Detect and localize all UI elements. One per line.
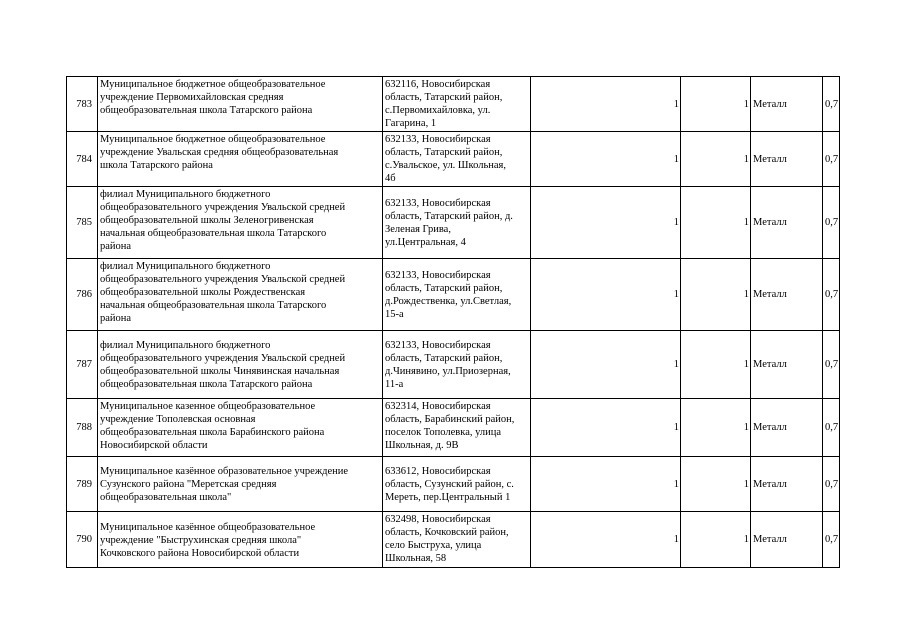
institution-address: [383, 77, 531, 132]
row-number: 783: [67, 77, 98, 132]
institution-address: [383, 187, 531, 259]
schools-table: [66, 76, 840, 568]
value: 0,7: [823, 187, 840, 259]
quantity-1: 1: [531, 132, 681, 187]
material: Металл: [751, 331, 823, 399]
row-number: 790: [67, 512, 98, 568]
table-row: [67, 457, 840, 512]
quantity-2: 1: [681, 512, 751, 568]
material: Металл: [751, 77, 823, 132]
quantity-1: 1: [531, 187, 681, 259]
material: Металл: [751, 259, 823, 331]
value: 0,7: [823, 457, 840, 512]
value: 0,7: [823, 512, 840, 568]
table-body: [67, 77, 840, 568]
quantity-2: 1: [681, 77, 751, 132]
institution-address-text: 632116, Новосибирская область, Татарский район, с.Первомихайловка, ул. Гагарина, 1: [385, 79, 503, 129]
institution-address-text: 632314, Новосибирская область, Барабинский район, поселок Тополевка, улица Школьная, д. 9В: [385, 401, 515, 451]
table-row: [67, 259, 840, 331]
institution-address-text: 632498, Новосибирская область, Кочковский район, село Быструха, улица Школьная, 58: [385, 514, 509, 564]
table-row: [67, 331, 840, 399]
value: 0,7: [823, 77, 840, 132]
institution-address: [383, 457, 531, 512]
institution-address: [383, 399, 531, 457]
institution-name: [98, 512, 383, 568]
row-number: 789: [67, 457, 98, 512]
institution-address-text: 632133, Новосибирская область, Татарский район, д. Зеленая Грива, ул.Центральная, 4: [385, 198, 513, 248]
quantity-2: 1: [681, 187, 751, 259]
institution-name: [98, 259, 383, 331]
material: Металл: [751, 512, 823, 568]
institution-name-text: филиал Муниципального бюджетного общеобразовательного учреждения Увальской средней общеобразовательной школы Рождественская начальная общеобразовательная школа Татарского района: [100, 261, 346, 324]
institution-address: [383, 132, 531, 187]
row-number: 784: [67, 132, 98, 187]
row-number: 787: [67, 331, 98, 399]
institution-name-text: Муниципальное казенное общеобразовательное учреждение Тополевская основная общеобразовательная школа Барабинского района Новосибирской области: [100, 401, 325, 451]
quantity-1: 1: [531, 399, 681, 457]
institution-name: [98, 399, 383, 457]
institution-address-text: 632133, Новосибирская область, Татарский район, д.Рождественка, ул.Светлая, 15-а: [385, 270, 512, 320]
institution-address-text: 632133, Новосибирская область, Татарский район, д.Чинявино, ул.Приозерная, 11-а: [385, 340, 511, 390]
quantity-1: 1: [531, 331, 681, 399]
value: 0,7: [823, 331, 840, 399]
quantity-2: 1: [681, 331, 751, 399]
quantity-2: 1: [681, 132, 751, 187]
institution-address: [383, 512, 531, 568]
material: Металл: [751, 457, 823, 512]
institution-name: [98, 457, 383, 512]
quantity-2: 1: [681, 399, 751, 457]
institution-name: [98, 132, 383, 187]
institution-name-text: филиал Муниципального бюджетного общеобразовательного учреждения Увальской средней общеобразовательной школы Зеленогривенская начальная общеобразовательная школа Татарского района: [100, 189, 346, 252]
institution-address: [383, 331, 531, 399]
institution-name-text: Муниципальное казённое образовательное учреждение Сузунского района "Меретская средняя общеобразовательная школа": [100, 466, 349, 503]
table-row: [67, 132, 840, 187]
quantity-2: 1: [681, 259, 751, 331]
quantity-1: 1: [531, 77, 681, 132]
institution-address: [383, 259, 531, 331]
quantity-2: 1: [681, 457, 751, 512]
material: Металл: [751, 399, 823, 457]
value: 0,7: [823, 399, 840, 457]
institution-address-text: 632133, Новосибирская область, Татарский район, с.Увальское, ул. Школьная, 4б: [385, 134, 506, 184]
institution-name-text: Муниципальное казённое общеобразовательное учреждение "Быструхинская средняя школа" Кочковского района Новосибирской области: [100, 521, 316, 559]
institution-name-text: Муниципальное бюджетное общеобразовательное учреждение Первомихайловская средняя общеобразовательная школа Татарского района: [100, 79, 326, 116]
institution-name: [98, 187, 383, 259]
row-number: 785: [67, 187, 98, 259]
institution-name: [98, 331, 383, 399]
institution-name-text: Муниципальное бюджетное общеобразовательное учреждение Увальская средняя общеобразовательная школа Татарского района: [100, 134, 339, 171]
row-number: 788: [67, 399, 98, 457]
table-row: [67, 77, 840, 132]
institution-name-text: филиал Муниципального бюджетного общеобразовательного учреждения Увальской средней общеобразовательной школы Чинявинская начальная общеобразовательная школа Татарского района: [100, 340, 346, 390]
material: Металл: [751, 187, 823, 259]
table-row: [67, 512, 840, 568]
material: Металл: [751, 132, 823, 187]
table-row: [67, 399, 840, 457]
quantity-1: 1: [531, 457, 681, 512]
institution-name: [98, 77, 383, 132]
quantity-1: 1: [531, 512, 681, 568]
table-row: [67, 187, 840, 259]
value: 0,7: [823, 132, 840, 187]
row-number: 786: [67, 259, 98, 331]
institution-address-text: 633612, Новосибирская область, Сузунский район, с. Мереть, пер.Центральный 1: [385, 466, 514, 503]
quantity-1: 1: [531, 259, 681, 331]
value: 0,7: [823, 259, 840, 331]
